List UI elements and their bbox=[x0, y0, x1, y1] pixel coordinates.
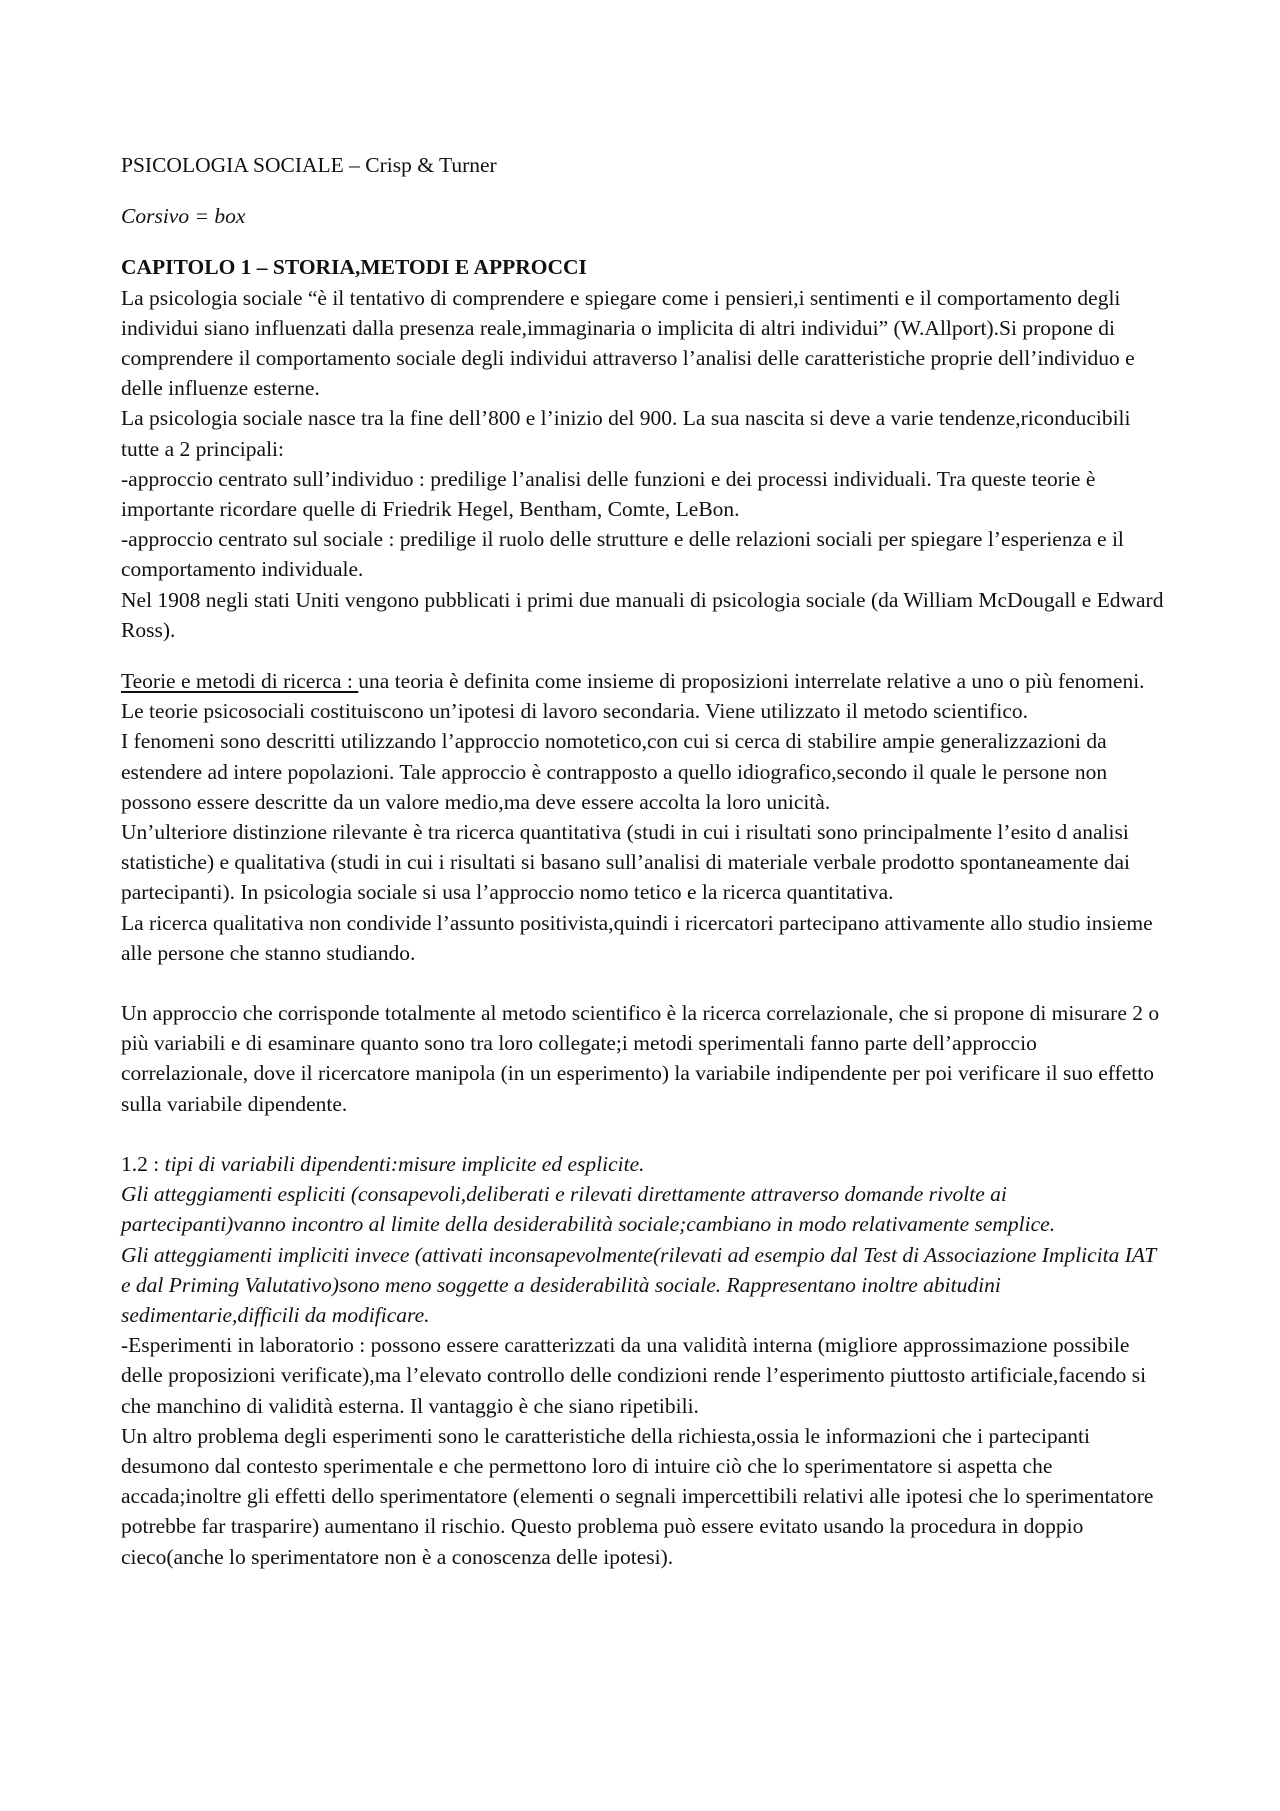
chapter-title: CAPITOLO 1 – STORIA,METODI E APPROCCI bbox=[121, 255, 587, 280]
box-paragraph-1: Gli atteggiamenti espliciti (consapevoli,deliberati e rilevati direttamente attraverso domande rivolte ai partecipanti)vanno incontro al limite della desiderabilità sociale;cambiano in modo relativamente semplice. bbox=[121, 1182, 1056, 1237]
document-body bbox=[121, 150, 1166, 1572]
lab-paragraph-2: Un altro problema degli esperimenti sono le caratteristiche della richiesta,ossia le informazioni che i partecipanti desumono dal contesto sperimentale e che permettono loro di intuire ciò che lo sperimentatore si aspetta che accada;inoltre gli effetti dello sperimentatore (elementi o segnali impercettibili relativi alle ipotesi che lo sperimentatore potrebbe far trasparire) aumentano il rischio. Questo problema può essere evitato usando la procedura in doppio cieco(anche lo sperimentatore non è a conoscenza delle ipotesi). bbox=[121, 1423, 1154, 1569]
intro-paragraph-3: -approccio centrato sull’individuo : predilige l’analisi delle funzioni e dei processi individuali. Tra queste teorie è importante ricordare quelle di Friedrik Hegel, Bentham, Comte, LeBon. bbox=[121, 466, 1096, 522]
theory-paragraph-2: I fenomeni sono descritti utilizzando l’approccio nomotetico,con cui si cerca di stabilire ampie generalizzazioni da estendere ad intere popolazioni. Tale approccio è contrapposto a quello idiografico,secondo il quale le persone non possono essere descritte da un valore medio,ma deve essere accolta la loro unicità. bbox=[121, 729, 1108, 814]
document-header: PSICOLOGIA SOCIALE – Crisp & Turner bbox=[121, 153, 497, 177]
legend-line: Corsivo = box bbox=[121, 204, 246, 229]
correlational-paragraph: Un approccio che corrisponde totalmente al metodo scientifico è la ricerca correlazionale, che si propone di misurare 2 o più variabili e di esaminare quanto sono tra loro collegate;i metodi sperimentali fanno parte dell’approccio correlazionale, dove il ricercatore manipola (in un esperimento) la variabile indipendente per poi verificare il suo effetto sulla variabile dipendente. bbox=[121, 1001, 1160, 1116]
intro-paragraph-4: -approccio centrato sul sociale : predilige il ruolo delle strutture e delle relazioni sociali per spiegare l’esperienza e il comportamento individuale. bbox=[121, 527, 1124, 582]
intro-paragraph-5: Nel 1908 negli stati Uniti vengono pubblicati i primi due manuali di psicologia sociale (da William McDougall e Edward Ross). bbox=[121, 587, 1164, 642]
theory-paragraph-1 bbox=[121, 666, 1166, 726]
section-heading bbox=[121, 1149, 1166, 1179]
section-title: tipi di variabili dipendenti:misure implicite ed esplicite. bbox=[164, 1151, 645, 1176]
section-number: 1.2 : bbox=[121, 1151, 165, 1176]
intro-paragraph-2: La psicologia sociale nasce tra la fine dell’800 e l’inizio del 900. La sua nascita si deve a varie tendenze,riconducibili tutte a 2 principali: bbox=[121, 406, 1131, 461]
intro-paragraph-1: La psicologia sociale “è il tentativo di comprendere e spiegare come i pensieri,i sentimenti e il comportamento degli individui siano influenzati dalla presenza reale,immaginaria o implicita di altri individui” (W.Allport).Si propone di comprendere il comportamento sociale degli individui attraverso l’analisi delle caratteristiche proprie dell’individuo e delle influenze esterne. bbox=[121, 285, 1135, 401]
theory-text-1: una teoria è definita come insieme di proposizioni interrelate relative a uno o più fenomeni. Le teorie psicosociali costituiscono un’ipotesi di lavoro secondaria. Viene utilizzato il metodo scientifico. bbox=[121, 669, 1145, 724]
box-paragraph-2: Gli atteggiamenti impliciti invece (attivati inconsapevolmente(rilevati ad esempio dal Test di Associazione Implicita IAT e dal Priming Valutativo)sono meno soggette a desiderabilità sociale. Rappresentano inoltre abitudini sedimentarie,difficili da modificare. bbox=[121, 1242, 1156, 1327]
theory-heading: Teorie e metodi di ricerca : bbox=[121, 669, 359, 694]
theory-paragraph-4: La ricerca qualitativa non condivide l’assunto positivista,quindi i ricercatori partecipano attivamente allo studio insieme alle persone che stanno studiando. bbox=[121, 910, 1153, 965]
theory-paragraph-3: Un’ulteriore distinzione rilevante è tra ricerca quantitativa (studi in cui i risultati sono principalmente l’esito d analisi statistiche) e qualitativa (studi in cui i risultati si basano sull’analisi di materiale verbale prodotto spontaneamente dai partecipanti). In psicologia sociale si usa l’approccio nomo tetico e la ricerca quantitativa. bbox=[121, 820, 1131, 905]
lab-paragraph-1: -Esperimenti in laboratorio : possono essere caratterizzati da una validità interna (migliore approssimazione possibile delle proposizioni verificate),ma l’elevato controllo delle condizioni rende l’esperimento piuttosto artificiale,facendo si che manchino di validità esterna. Il vantaggio è che siano ripetibili. bbox=[121, 1333, 1147, 1418]
